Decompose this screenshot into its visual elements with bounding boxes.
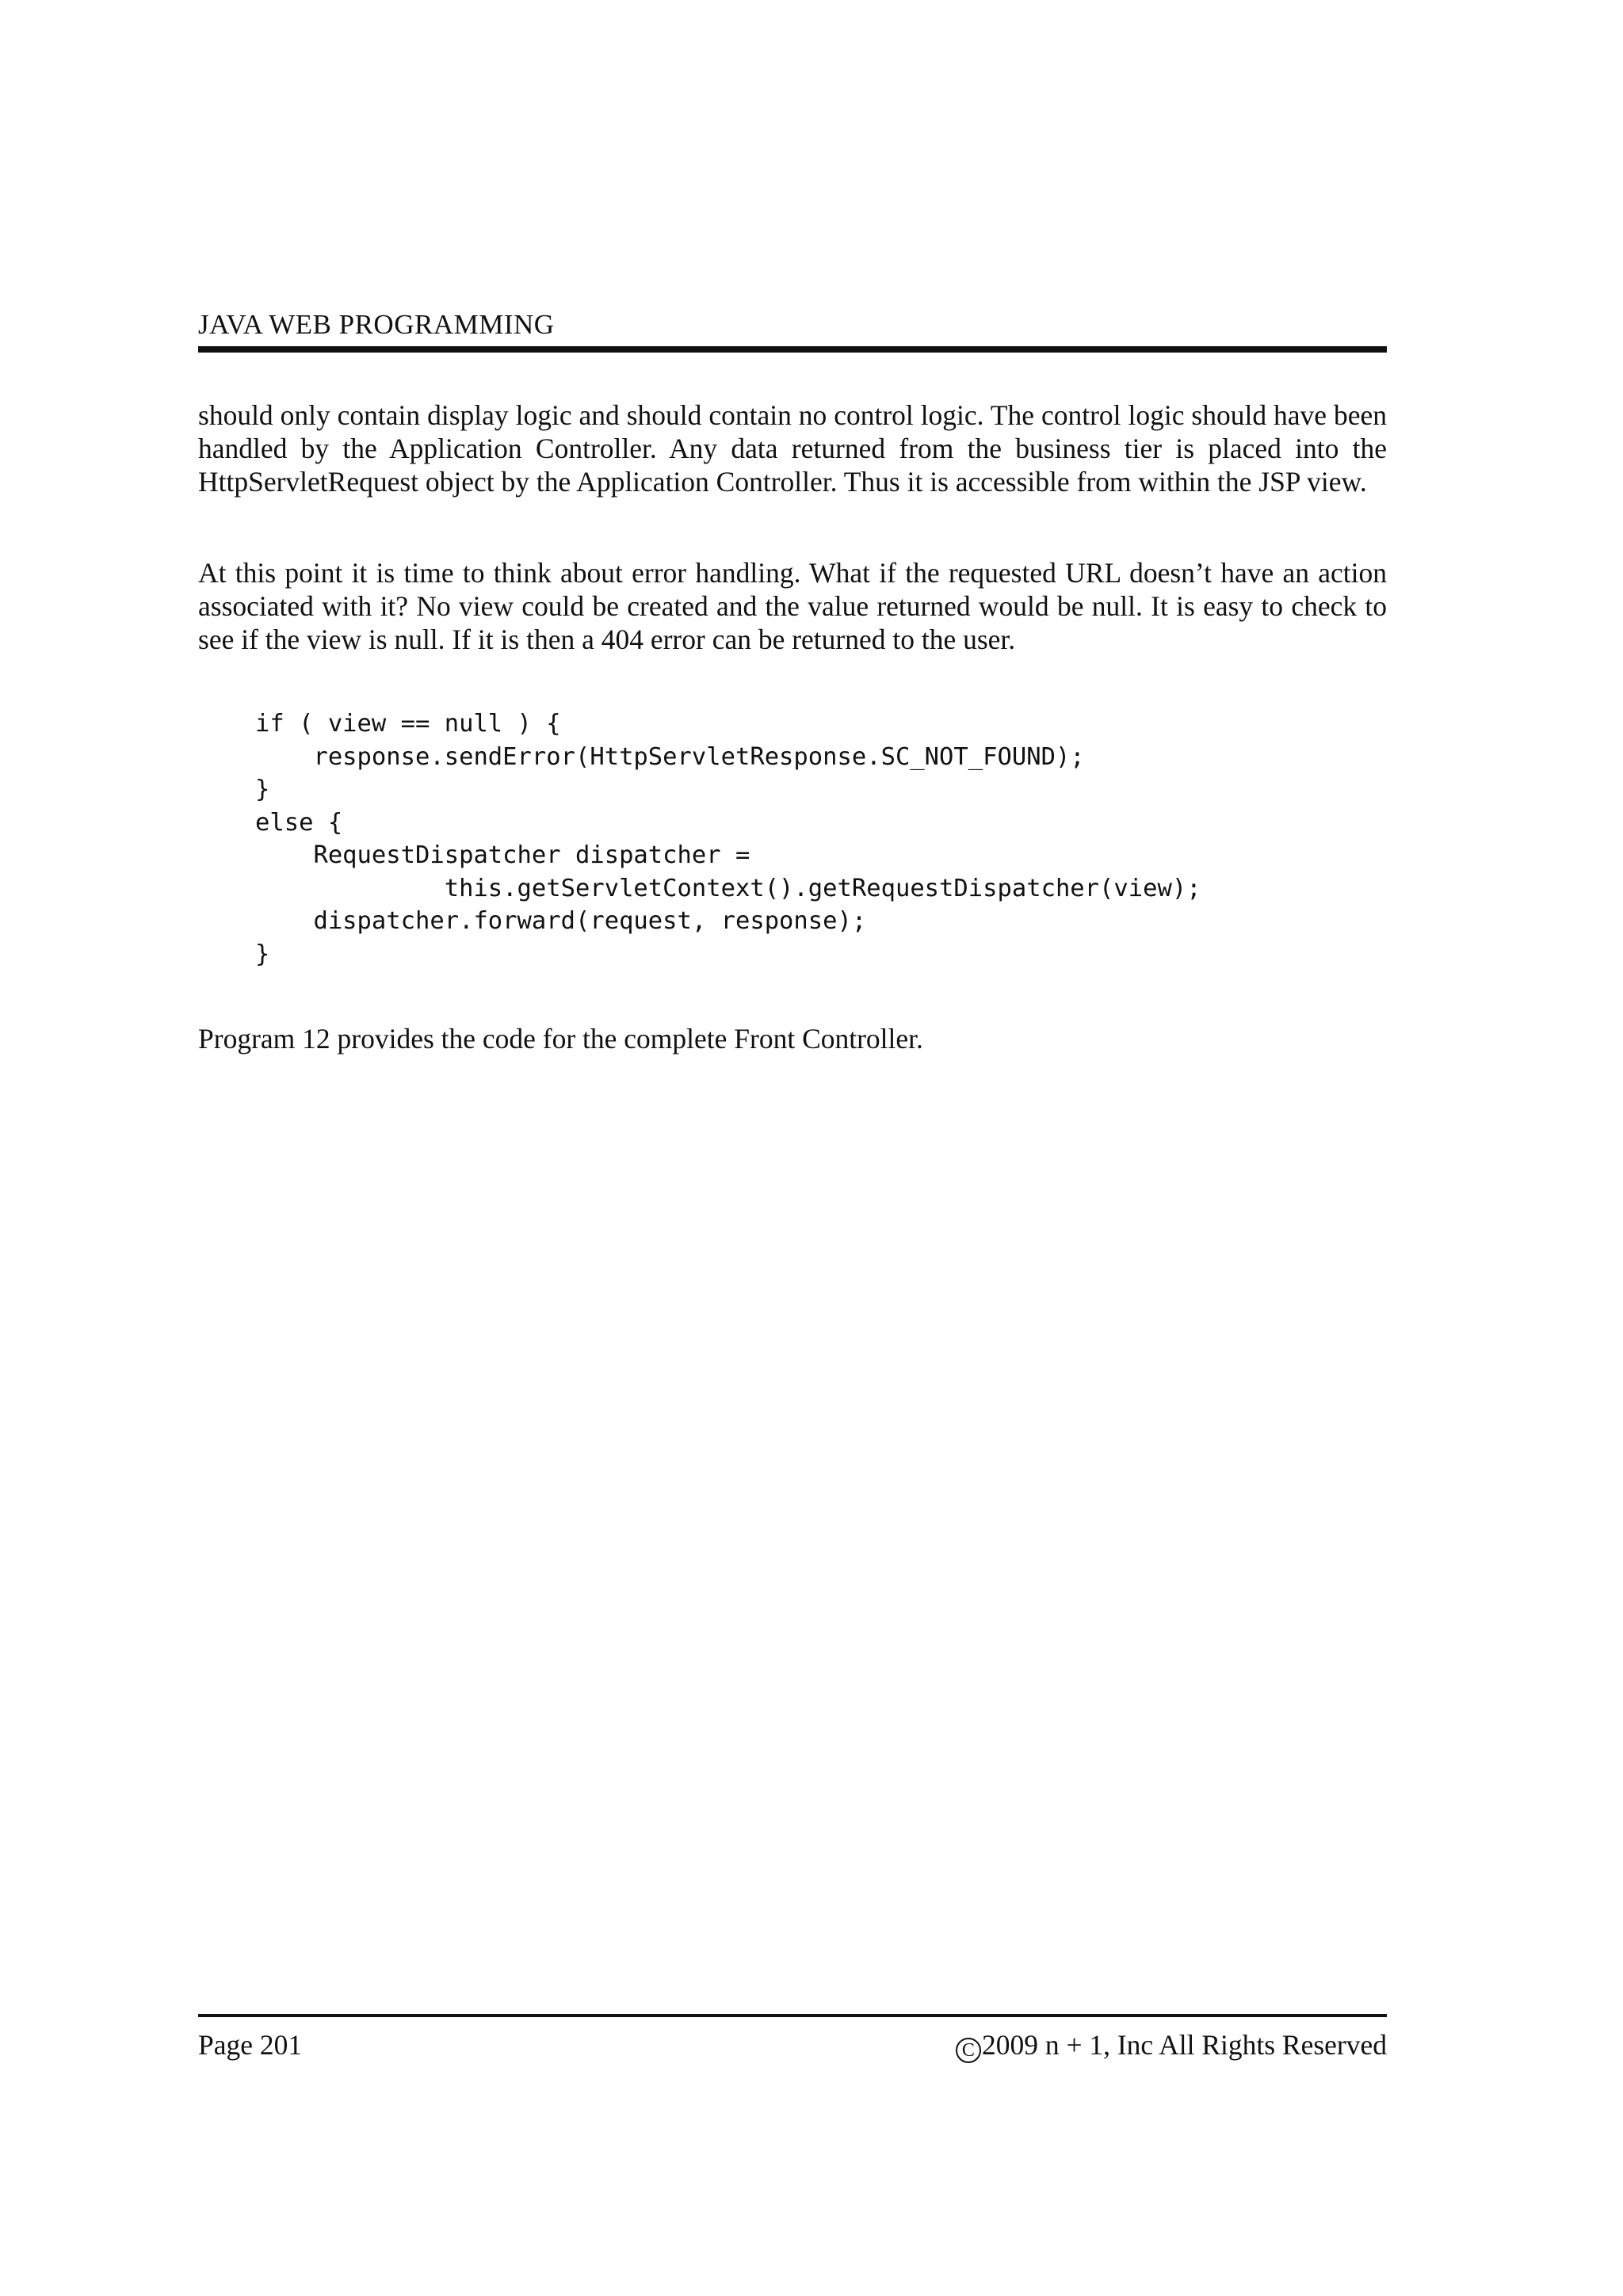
paragraph-display-logic: should only contain display logic and should contain no control logic. The control logic should have been handled by the Application Controller. Any data returned from the business tier is placed into the HttpServletRequest object by the Application Controller. Thus it is accessible from within the JSP view. [198,399,1387,498]
copyright-notice [956,2028,1387,2063]
code-line: } [255,776,270,803]
code-line: else { [255,808,343,837]
code-line: if ( view == null ) { [255,710,561,738]
code-block [255,707,1201,971]
paragraph-error-handling: At this point it is time to think about error handling. What if the requested URL doesn’t have an action associated with it? No view could be created and the value returned would be null. It is easy to check to see if the view is null. If it is then a 404 error can be returned to the user. [198,557,1387,655]
copyright-icon: C [956,2038,981,2063]
code-line: dispatcher.forward(request, response); [255,907,867,935]
code-line: RequestDispatcher dispatcher = [255,841,750,869]
page-number: Page 201 [198,2029,303,2061]
running-header: JAVA WEB PROGRAMMING [198,309,555,340]
code-line: response.sendError(HttpServletResponse.SC_NOT_FOUND); [255,742,1085,771]
copyright-text: 2009 n + 1, Inc All Rights Reserved [981,2029,1387,2061]
footer-rule [198,2014,1387,2017]
code-line: } [255,940,270,968]
code-line: this.getServletContext().getRequestDispatcher(view); [255,874,1201,902]
header-rule [198,346,1387,353]
paragraph-program-reference: Program 12 provides the code for the complete Front Controller. [198,1023,923,1055]
